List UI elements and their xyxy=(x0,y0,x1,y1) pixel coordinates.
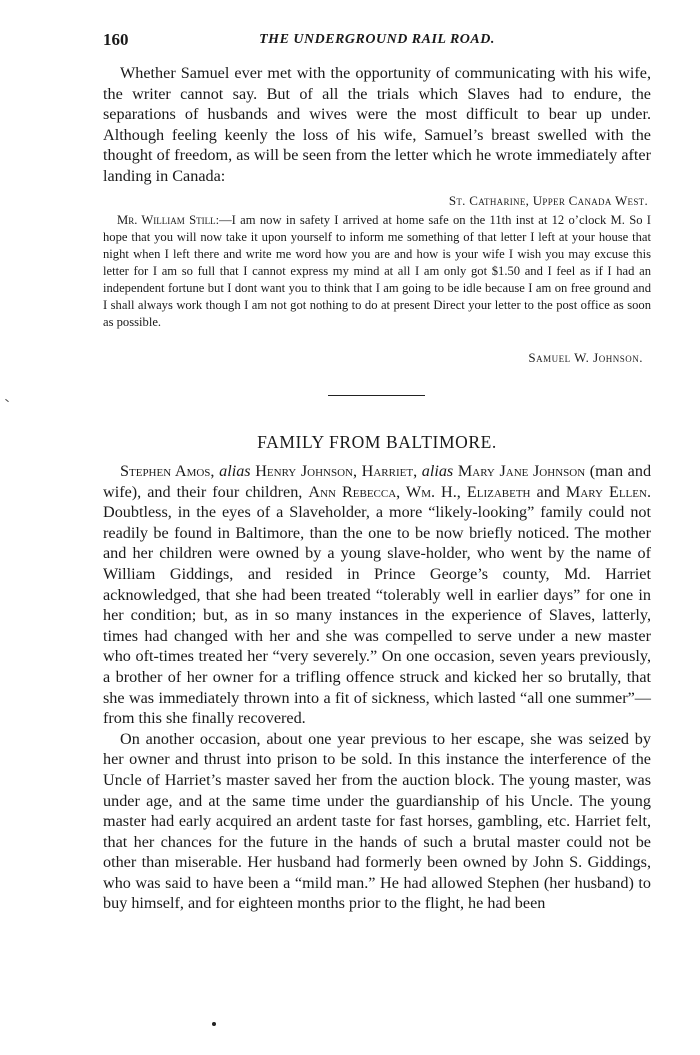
name-stephen-amos: Stephen Amos, xyxy=(120,462,215,480)
section-title: FAMILY FROM BALTIMORE. xyxy=(257,432,497,452)
section-text-block xyxy=(103,461,651,914)
print-speck xyxy=(212,1022,216,1026)
letter-body-paragraph xyxy=(103,212,651,331)
alias-word-2: alias xyxy=(421,462,454,480)
letter-place: St. Catharine, Upper Canada West. xyxy=(448,193,648,208)
p1-text-1: (man and wife), and their four children, xyxy=(103,462,652,501)
p1-text-3: Doubtless, in the eyes of a Slaveholder, a more “likely-looking” family could not readily be found in Baltimore, than the one to be now briefly noticed. The mother and her children were owned by a young slave-holder, who went by the name of William Giddings, and resided in Prince George’s county, Md. Harriet acknowledged, that she had been treated “tolerably well in earlier days” for one in her condition; but, as in so many instances in the experience of Slaves, latterly, times had changed with her and she was compelled to serve under a new master who oft-times treated her “very severely.” On one occasion, seven years previously, a brother of her owner for a trifling offence struck and kicked her so brutally, that she was immediately thrown into a fit of sickness, which lasted “all one summer”—from this she finally recovered. xyxy=(103,503,651,728)
margin-mark xyxy=(5,399,9,402)
section-paragraph-1 xyxy=(103,461,651,729)
name-mary-jane-johnson: Mary Jane Johnson xyxy=(457,462,586,480)
name-mary-ellen: Mary Ellen. xyxy=(565,482,651,501)
running-head: THE UNDERGROUND RAIL ROAD. xyxy=(259,32,495,47)
page-header xyxy=(103,30,651,52)
intro-paragraph: Whether Samuel ever met with the opportunity of communicating with his wife, the writer cannot say. But of all the trials which Slaves had to endure, the separations of husbands and wives were the most difficult to bear up under. Although feeling keenly the loss of his wife, Samuel’s breast swelled with the thought of freedom, as will be seen from the letter which he wrote immediately after landing in Canada: xyxy=(103,64,651,185)
alias-word-1: alias xyxy=(219,462,251,480)
page-number: 160 xyxy=(103,30,129,49)
letter-salutation: Mr. William Still xyxy=(117,213,216,227)
p1-text-2: and xyxy=(536,482,560,501)
name-children: Ann Rebecca, Wm. H., Elizabeth xyxy=(308,482,531,501)
section-paragraph-2: On another occasion, about one year previous to her escape, she was seized by her owner and thrust into prison to be sold. In this instance the interference of the Uncle of Harriet’s master saved her from the auction block. The young master, was under age, and at the same time under the guardianship of his Uncle. The young master had early acquired an ardent taste for fast horses, gambling, etc. Harriet felt, that her chances for the future in the hands of such a brutal master could not be other than miserable. Her husband had formerly been owned by John S. Giddings, who was said to have been a “mild man.” He had allowed Stephen (her husband) to buy himself, and for eighteen months prior to the flight, he had been xyxy=(103,729,651,913)
letter-signature: Samuel W. Johnson. xyxy=(528,350,643,365)
section-divider xyxy=(328,395,425,396)
intro-text-block xyxy=(103,63,651,187)
name-henry-johnson-harriet: Henry Johnson, Harriet, xyxy=(255,462,418,480)
letter-body: :—I am now in safety I arrived at home safe on the 11th inst at 12 o’clock M. So I hope that you will now take it upon yourself to inform me something of that letter I left at your house that night when I left there and write me word how you are and how is your wife I wish you may excuse this letter for I am so full that I cannot express my mind at all I am only got $1.50 and I feel as if I had an independent fortune but I dont want you to think that I am going to be idle because I am on free ground and I shall always work though I am not got nothing to do at present Direct your letter to the post office as soon as possible. xyxy=(103,213,651,329)
letter-block xyxy=(103,212,651,331)
